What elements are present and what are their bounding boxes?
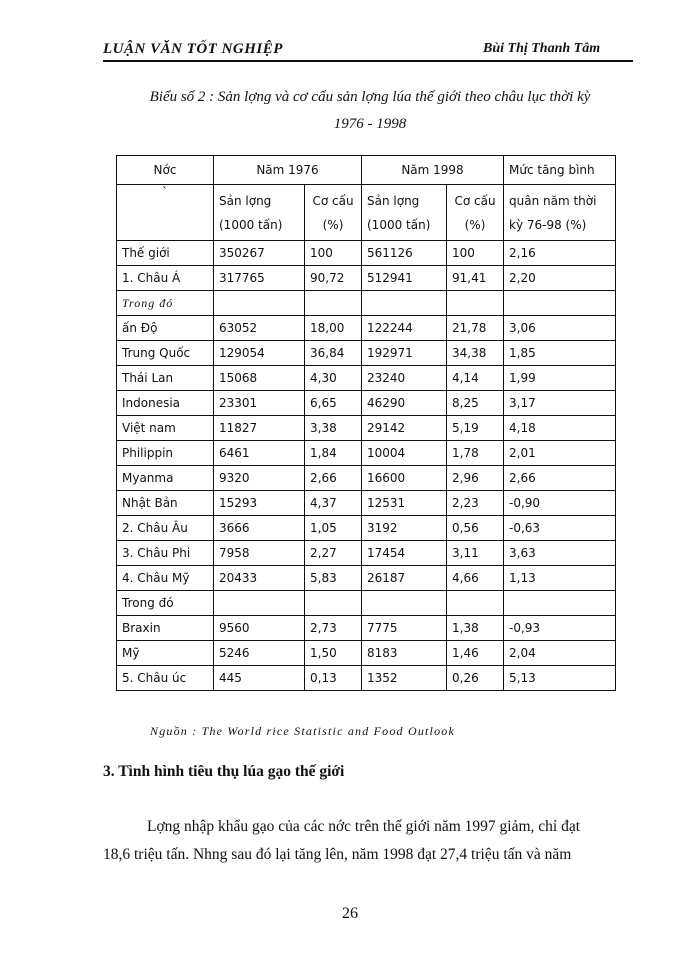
row-value: 5,83 [305,566,362,591]
row-value: 3192 [362,516,447,541]
thesis-header: LUẬN VĂN TỐT NGHIỆP [103,41,283,57]
table-row [117,566,616,591]
row-label: 2. Châu Âu [117,516,214,541]
row-value: 350267 [214,241,305,266]
row-value: 317765 [214,266,305,291]
row-value: 5246 [214,641,305,666]
row-value: 3,11 [447,541,504,566]
row-value: 2,04 [504,641,616,666]
table-row [117,591,616,616]
row-label: 1. Châu Á [117,266,214,291]
row-value: 4,66 [447,566,504,591]
row-value: 36,84 [305,341,362,366]
paragraph-line-1: Lợng nhập khẩu gạo của các nớc trên thế giới năm 1997 giảm, chỉ đạt [147,818,581,835]
table-row [117,466,616,491]
row-value: 8183 [362,641,447,666]
header-divider [103,60,633,62]
row-label: Thế giới [117,241,214,266]
row-value [447,291,504,316]
row-value: 5,13 [504,666,616,691]
table-row [117,441,616,466]
row-value: 5,19 [447,416,504,441]
table-row [117,491,616,516]
row-value: 1,46 [447,641,504,666]
table-row [117,541,616,566]
row-value: -0,90 [504,491,616,516]
row-value: 11827 [214,416,305,441]
row-value: 29142 [362,416,447,441]
row-value: -0,63 [504,516,616,541]
row-value: 512941 [362,266,447,291]
row-value: 46290 [362,391,447,416]
rice-production-table [116,155,616,691]
row-value: 2,73 [305,616,362,641]
row-label: Nhật Bản [117,491,214,516]
row-value [504,291,616,316]
row-label: Mỹ [117,641,214,666]
row-value: 34,38 [447,341,504,366]
row-value: 6461 [214,441,305,466]
row-value: 63052 [214,316,305,341]
row-value [305,591,362,616]
row-value: 2,16 [504,241,616,266]
row-label: Trong đó [117,591,214,616]
paragraph-line-2: 18,6 triệu tấn. Nhng sau đó lại tăng lên, năm 1998 đạt 27,4 triệu tấn và năm [103,846,572,863]
row-value: 0,56 [447,516,504,541]
row-value: 4,18 [504,416,616,441]
row-value: 8,25 [447,391,504,416]
row-label: Braxin [117,616,214,641]
row-value: 2,01 [504,441,616,466]
table-body [117,241,616,691]
row-value [214,291,305,316]
row-value: 26187 [362,566,447,591]
table-row [117,616,616,641]
row-value: 20433 [214,566,305,591]
table-row [117,641,616,666]
row-value: 7958 [214,541,305,566]
row-value [214,591,305,616]
table-caption-years: 1976 - 1998 [333,116,407,132]
table-row [117,366,616,391]
header-1998: Năm 1998 [362,156,504,185]
table-row [117,391,616,416]
row-value: 4,37 [305,491,362,516]
row-label: Thái Lan [117,366,214,391]
row-value: 1,50 [305,641,362,666]
row-value: 2,66 [504,466,616,491]
source-note: Nguồn : The World rice Statistic and Food Outlook [150,724,456,738]
row-value: 1,78 [447,441,504,466]
row-value: 2,20 [504,266,616,291]
table-row [117,666,616,691]
row-value: 7775 [362,616,447,641]
row-value: 4,14 [447,366,504,391]
row-label: ấn Độ [117,316,214,341]
row-label: Trung Quốc [117,341,214,366]
row-value: 0,13 [305,666,362,691]
row-value: 4,30 [305,366,362,391]
row-value: 23301 [214,391,305,416]
row-value: -0,93 [504,616,616,641]
row-label: Philippin [117,441,214,466]
row-value: 561126 [362,241,447,266]
author-name: Bùi Thị Thanh Tâm [483,41,601,56]
row-value [305,291,362,316]
row-value: 23240 [362,366,447,391]
row-value: 2,96 [447,466,504,491]
table-row [117,316,616,341]
table-row [117,291,616,316]
row-value: 2,23 [447,491,504,516]
row-label: 4. Châu Mỹ [117,566,214,591]
row-label: 3. Châu Phi [117,541,214,566]
row-value: 3,17 [504,391,616,416]
header-output-1998: Sản lợng (1000 tấn) [362,185,447,241]
table-row [117,241,616,266]
row-value: 9560 [214,616,305,641]
row-value: 122244 [362,316,447,341]
row-value: 18,00 [305,316,362,341]
row-label: Indonesia [117,391,214,416]
row-value: 3,63 [504,541,616,566]
row-value: 15068 [214,366,305,391]
row-label: 5. Châu úc [117,666,214,691]
row-value: 2,66 [305,466,362,491]
row-value: 90,72 [305,266,362,291]
row-value [447,591,504,616]
row-value: 16600 [362,466,447,491]
header-country-sub: ` [117,185,214,241]
row-value: 12531 [362,491,447,516]
table-row [117,516,616,541]
header-1976: Năm 1976 [214,156,362,185]
header-growth: Mức tăng bình [504,156,616,185]
row-value: 1,13 [504,566,616,591]
table-subheader-row [117,185,616,241]
row-value: 100 [447,241,504,266]
header-growth-sub: quân năm thời kỳ 76-98 (%) [504,185,616,241]
row-value: 2,27 [305,541,362,566]
row-value: 1352 [362,666,447,691]
row-value: 129054 [214,341,305,366]
row-value: 1,99 [504,366,616,391]
row-value [362,591,447,616]
row-value [504,591,616,616]
row-value: 445 [214,666,305,691]
table-header-row [117,156,616,185]
row-label: Việt nam [117,416,214,441]
header-structure-1998: Cơ cấu (%) [447,185,504,241]
row-label: Myanma [117,466,214,491]
section-title: 3. Tình hình tiêu thụ lúa gạo thế giới [103,763,345,780]
row-value: 3666 [214,516,305,541]
row-value: 100 [305,241,362,266]
page-number: 26 [342,905,358,922]
row-value: 1,84 [305,441,362,466]
row-value: 1,05 [305,516,362,541]
header-output-1976: Sản lợng (1000 tấn) [214,185,305,241]
row-value: 9320 [214,466,305,491]
table-row [117,416,616,441]
row-value: 17454 [362,541,447,566]
header-country: Nớc [117,156,214,185]
row-value: 192971 [362,341,447,366]
header-structure-1976: Cơ cấu (%) [305,185,362,241]
table-caption: Biểu số 2 : Sản lợng và cơ cấu sản lợng lúa thế giới theo châu lục thời kỳ [149,89,591,105]
row-value: 21,78 [447,316,504,341]
row-value: 1,85 [504,341,616,366]
row-value: 6,65 [305,391,362,416]
row-value: 0,26 [447,666,504,691]
row-value: 15293 [214,491,305,516]
row-value: 3,38 [305,416,362,441]
row-value [362,291,447,316]
row-value: 10004 [362,441,447,466]
table-row [117,341,616,366]
table-row [117,266,616,291]
row-label: Trong đó [117,291,214,316]
row-value: 1,38 [447,616,504,641]
row-value: 91,41 [447,266,504,291]
row-value: 3,06 [504,316,616,341]
